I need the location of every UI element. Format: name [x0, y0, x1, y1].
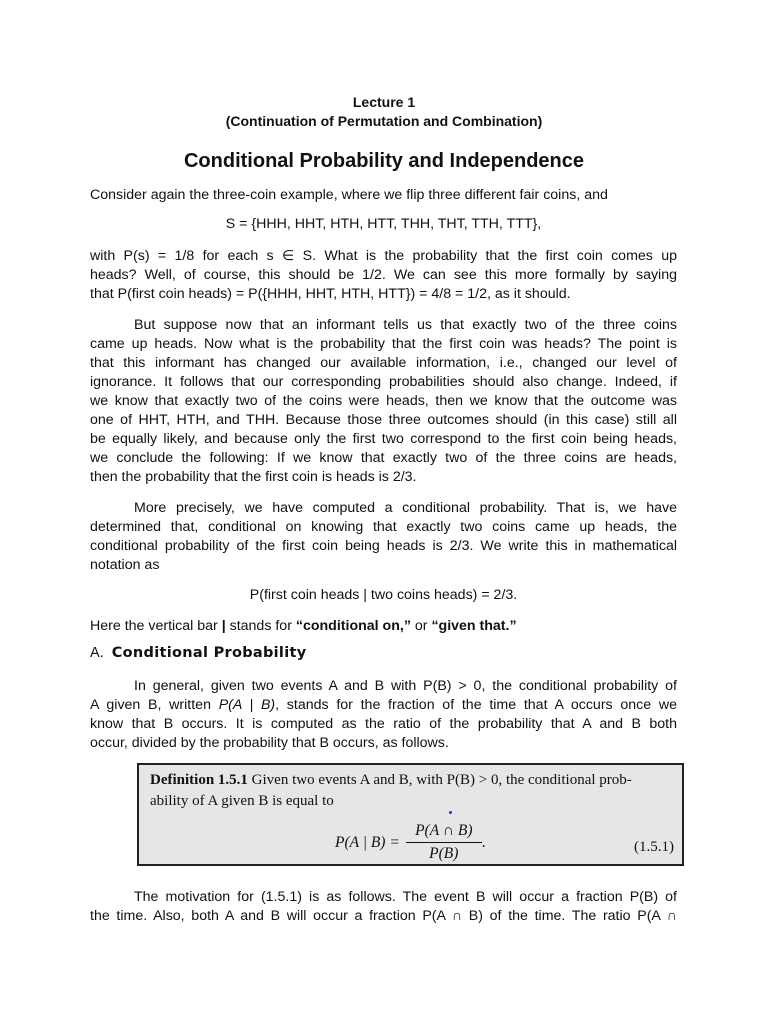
vbar-text: Here the vertical bar: [90, 618, 222, 634]
para2-line: we know that exactly two of the coins were heads, then we know that the outcome was: [90, 393, 677, 409]
intro-line-4: that P(first coin heads) = P({HHH, HHT, HTH, HTT}) = 4/8 = 1/2, as it should.: [90, 286, 571, 302]
para3-line: More precisely, we have computed a conditional probability. That is, we have: [134, 500, 677, 516]
para4-line-2: [90, 696, 677, 715]
para2-line: But suppose now that an informant tells us that exactly two of the three coins: [134, 317, 677, 333]
equation-number: (1.5.1): [634, 839, 674, 855]
formula-denominator: P(B): [429, 845, 459, 863]
definition-line-1: [150, 772, 632, 789]
page-title: Conditional Probability and Independence: [183, 150, 585, 172]
para2-line: we conclude the following: If we know that exactly two of the three coins are heads,: [90, 450, 677, 466]
formula-numerator: P(A ∩ B): [415, 822, 473, 839]
definition-box: [137, 763, 684, 866]
stray-dot: [449, 811, 452, 814]
para5-line: the time. Also, both A and B will occur a fraction P(A ∩ B) of the time. The ratio P(A ∩: [90, 908, 677, 924]
para5-line: The motivation for (1.5.1) is as follows. The event B will occur a fraction P(B) of: [134, 889, 677, 905]
formula-period: .: [481, 833, 486, 851]
lecture-subtitle: (Continuation of Permutation and Combination): [225, 113, 543, 129]
section-heading: [90, 645, 306, 661]
definition-label: Definition 1.5.1: [150, 772, 248, 788]
para2-line: that this informant has changed our available information, i.e., changed our level of: [90, 355, 677, 371]
para3-line: determined that, conditional on knowing that exactly two coins came up heads, the: [90, 519, 677, 535]
conditional-probability-formula: [335, 822, 486, 863]
para2-line: one of HHT, HTH, and THH. Because those three outcomes should (in this case) still all: [90, 412, 677, 428]
para2-line: came up heads. Now what is the probability that the first coin was heads? The point is: [90, 336, 677, 352]
para3-line: conditional probability of the first coin being heads is 2/3. We write this in mathematical: [90, 538, 677, 554]
formula-lhs: P(A | B) =: [335, 833, 400, 851]
vbar-text: stands for: [225, 618, 296, 634]
para2-line: be equally likely, and because only the first two correspond to the first coin being heads,: [90, 431, 677, 447]
vbar-symbol: |: [221, 618, 226, 634]
notation-p-a-given-b: P(A | B): [218, 697, 276, 713]
formula-fraction: [406, 822, 482, 863]
para4-line-4: occur, divided by the probability that B occurs, as follows.: [90, 735, 449, 751]
intro-line-1: Consider again the three-coin example, where we flip three different fair coins, and: [90, 187, 608, 203]
definition-text: Given two events A and B, with P(B) > 0, the conditional prob-: [247, 772, 632, 788]
para4-text: , stands for the fraction of the time that A occurs once we: [275, 697, 677, 713]
vbar-text: or: [410, 618, 432, 634]
para2-line: then the probability that the first coin is heads is 2/3.: [90, 469, 417, 485]
quote-conditional-on: “conditional on,”: [295, 618, 411, 634]
definition-line-2: ability of A given B is equal to: [150, 793, 334, 809]
lecture-label: Lecture 1: [352, 94, 416, 110]
section-letter: A.: [90, 645, 104, 661]
intro-line-2: with P(s) = 1/8 for each s ∈ S. What is the probability that the first coin comes up: [90, 248, 677, 264]
conditional-equation: P(first coin heads | two coins heads) = 2/3.: [249, 587, 518, 603]
para3-line: notation as: [90, 557, 160, 573]
sample-space: S = {HHH, HHT, HTH, HTT, THH, THT, TTH, TTT},: [225, 216, 542, 232]
para4-text: A given B, written: [90, 697, 219, 713]
para4-line-3: know that B occurs. It is computed as the ratio of the probability that A and B both: [90, 716, 677, 732]
intro-line-3: heads? Well, of course, this should be 1/2. We can see this more formally by saying: [90, 267, 677, 283]
quote-given-that: “given that.”: [431, 618, 517, 634]
section-title: Conditional Probability: [111, 645, 307, 661]
para2-line: ignorance. It follows that our corresponding probabilities should also change. Indeed, if: [90, 374, 677, 390]
vertical-bar-explanation: [90, 617, 677, 636]
para4-line-1: In general, given two events A and B with P(B) > 0, the conditional probability of: [134, 678, 677, 694]
